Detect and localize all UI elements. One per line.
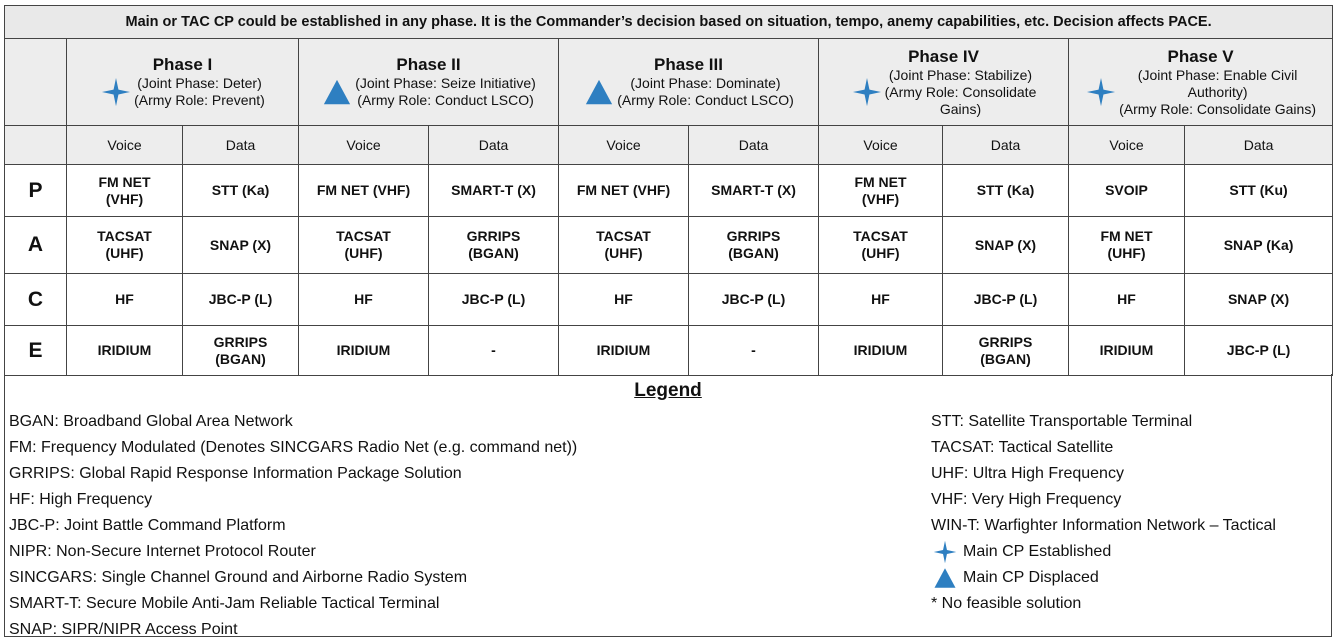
table-cell (429, 165, 559, 217)
legend-item (931, 487, 1276, 513)
phase-icon-wrap (1085, 76, 1117, 108)
cell-line: HF (871, 291, 890, 307)
pace-row-c (5, 274, 1333, 326)
phase-detail (563, 75, 814, 109)
cell-line: JBC-P (L) (208, 291, 273, 307)
legend-item (931, 513, 1276, 539)
phase-title: Phase I (152, 55, 213, 74)
legend-item-text: VHF: Very High Frequency (931, 491, 1122, 508)
phase-icon-wrap (100, 76, 132, 108)
legend-item-text: STT: Satellite Transportable Terminal (931, 413, 1193, 430)
phase-line: (Joint Phase: Deter) (137, 75, 262, 91)
cell-line: FM NET (VHF) (576, 182, 671, 198)
phase-line: (Army Role: Consolidate Gains) (1119, 100, 1316, 117)
cell-line: (UHF) (604, 245, 643, 261)
legend-item: HF: High Frequency (9, 491, 153, 508)
row-letter-p: P (5, 165, 67, 217)
cell-line: SNAP (Ka) (1223, 236, 1294, 253)
phase-header-4 (819, 39, 1069, 126)
table-cell (559, 217, 689, 274)
cell-line: (BGAN) (980, 350, 1031, 367)
legend-item: BGAN: Broadband Global Area Network (9, 413, 293, 430)
corner-cell (5, 39, 67, 126)
cell-line: TACSAT (97, 228, 152, 244)
data-header: Data (689, 126, 819, 165)
table-cell (819, 274, 943, 326)
table-cell (819, 326, 943, 376)
table-cell (183, 217, 299, 274)
cell-line: (UHF) (105, 245, 144, 261)
triangle-icon (933, 566, 957, 590)
cell-line: IRIDIUM (97, 342, 152, 358)
cell-line: JBC-P (L) (461, 291, 526, 307)
table-cell (1069, 165, 1185, 217)
legend-item: JBC-P: Joint Battle Command Platform (9, 517, 286, 534)
cell-line: FM NET (VHF) (316, 182, 411, 198)
star-icon (852, 77, 882, 107)
cell-line: JBC-P (L) (973, 291, 1038, 307)
phase-detail (823, 67, 1064, 118)
cell-line: SVOIP (1105, 182, 1148, 198)
cell-line: SMART-T (X) (451, 182, 536, 198)
legend-box (4, 374, 1332, 637)
phase-header-1 (67, 39, 299, 126)
table-cell (943, 274, 1069, 326)
pace-row-a (5, 217, 1333, 274)
cell-line: (UHF) (861, 245, 900, 261)
phase-detail (303, 75, 554, 109)
legend-item: FM: Frequency Modulated (Denotes SINCGARS Radio Net (e.g. command net)) (9, 439, 578, 456)
phase-description (617, 75, 794, 109)
table-cell (1069, 274, 1185, 326)
cell-line: (BGAN) (215, 350, 266, 367)
cell-line: JBC-P (L) (1226, 342, 1291, 358)
table-cell (559, 326, 689, 376)
cell-line: GRRIPS (213, 333, 268, 350)
cell-line: TACSAT (336, 228, 391, 244)
legend-item-text: TACSAT: Tactical Satellite (931, 439, 1114, 456)
cell-line: HF (354, 291, 373, 307)
phase-detail (1073, 67, 1328, 118)
legend-right-column (931, 409, 1276, 617)
cell-line: SNAP (X) (209, 236, 272, 253)
pace-row-e (5, 326, 1333, 376)
cell-line: (UHF) (1107, 245, 1146, 261)
cell-line: STT (Ka) (976, 182, 1035, 198)
phase-header-3 (559, 39, 819, 126)
table-cell (183, 165, 299, 217)
cell-line: SNAP (X) (974, 236, 1037, 253)
legend-item-text: Main CP Established (963, 543, 1112, 560)
cell-line: GRRIPS (726, 228, 781, 244)
phase-title: Phase III (654, 55, 723, 74)
cell-line: STT (Ka) (211, 182, 270, 198)
data-header: Data (183, 126, 299, 165)
pace-table (4, 5, 1333, 376)
legend-item (931, 565, 1276, 591)
phase-description (885, 67, 1037, 118)
data-header: Data (429, 126, 559, 165)
cell-line: (VHF) (105, 190, 144, 207)
phase-line: (Army Role: Conduct LSCO) (357, 92, 534, 108)
table-cell (183, 326, 299, 376)
pace-row-p (5, 165, 1333, 217)
table-cell (67, 217, 183, 274)
table-cell (67, 165, 183, 217)
star-icon (933, 540, 957, 564)
legend-item-text: UHF: Ultra High Frequency (931, 465, 1124, 482)
row-letter-c: C (5, 274, 67, 326)
phase-line: (Army Role: Consolidate (884, 83, 1037, 100)
phase-title: Phase II (396, 55, 461, 74)
cell-line: (VHF) (861, 190, 900, 207)
legend-item-text: Main CP Displaced (963, 569, 1099, 586)
cell-line: HF (1117, 291, 1136, 307)
cell-line: FM NET (1100, 228, 1153, 244)
legend-icon-wrap (931, 565, 959, 591)
phase-description (134, 75, 265, 109)
legend-item-text: WIN-T: Warfighter Information Network – Tactical (931, 517, 1276, 534)
table-cell (689, 165, 819, 217)
table-cell (1185, 217, 1333, 274)
table-cell (943, 165, 1069, 217)
phase-line: (Joint Phase: Enable Civil (1137, 66, 1298, 83)
cell-line: GRRIPS (466, 228, 521, 244)
voice-header: Voice (67, 126, 183, 165)
phase-line: (Joint Phase: Seize Initiative) (355, 75, 536, 91)
cell-line: STT (Ku) (1229, 182, 1288, 198)
banner-note: Main or TAC CP could be established in any phase. It is the Commander’s decision based on situation, tempo, anemy capabilities, etc. Decision affects PACE. (5, 6, 1333, 39)
legend-item: SMART-T: Secure Mobile Anti-Jam Reliable Tactical Terminal (9, 595, 440, 612)
cell-line: (UHF) (344, 245, 383, 261)
legend-item (931, 435, 1276, 461)
table-cell (1185, 326, 1333, 376)
phase-icon-wrap (583, 76, 615, 108)
phase-line: Gains) (939, 100, 982, 117)
legend-item: SNAP: SIPR/NIPR Access Point (9, 621, 238, 638)
cell-line: FM NET (854, 173, 907, 190)
table-cell (943, 217, 1069, 274)
phase-icon-wrap (321, 76, 353, 108)
phase-icon-wrap (851, 76, 883, 108)
table-cell (819, 165, 943, 217)
table-cell (299, 274, 429, 326)
table-cell (819, 217, 943, 274)
phase-header-5 (1069, 39, 1333, 126)
legend-item: GRRIPS: Global Rapid Response Information Package Solution (9, 465, 462, 482)
cell-line: TACSAT (853, 228, 908, 244)
legend-item-text: * No feasible solution (931, 595, 1082, 612)
voice-header: Voice (559, 126, 689, 165)
table-cell (429, 274, 559, 326)
cell-line: FM NET (98, 173, 151, 190)
cell-line: - (751, 342, 756, 358)
row-letter-a: A (5, 217, 67, 274)
voice-header: Voice (299, 126, 429, 165)
cell-line: IRIDIUM (853, 342, 908, 358)
data-header: Data (1185, 126, 1333, 165)
cell-line: JBC-P (L) (721, 291, 786, 307)
cell-line: HF (115, 291, 134, 307)
triangle-icon (584, 77, 614, 107)
cell-line: TACSAT (596, 228, 651, 244)
cell-line: SMART-T (X) (711, 182, 796, 198)
triangle-icon (322, 77, 352, 107)
phase-line: (Joint Phase: Stabilize) (888, 66, 1033, 83)
cell-line: - (491, 342, 496, 358)
table-cell (299, 217, 429, 274)
phase-description (355, 75, 536, 109)
table-cell (689, 274, 819, 326)
phase-title: Phase V (1167, 46, 1234, 66)
table-cell (429, 326, 559, 376)
legend-item (931, 591, 1276, 617)
table-cell (689, 326, 819, 376)
legend-item (931, 461, 1276, 487)
legend-item: NIPR: Non-Secure Internet Protocol Router (9, 543, 316, 560)
table-cell (299, 326, 429, 376)
cell-line: (BGAN) (728, 245, 779, 261)
table-cell (429, 217, 559, 274)
phase-line: (Army Role: Prevent) (134, 92, 265, 108)
table-cell (559, 165, 689, 217)
phase-line: (Army Role: Conduct LSCO) (617, 92, 794, 108)
star-icon (1086, 77, 1116, 107)
cell-line: (BGAN) (468, 245, 519, 261)
legend-left-column (9, 409, 577, 643)
table-cell (1069, 326, 1185, 376)
phase-line: (Joint Phase: Dominate) (630, 75, 781, 91)
star-icon (101, 77, 131, 107)
legend-item: SINCGARS: Single Channel Ground and Airborne Radio System (9, 569, 468, 586)
legend-item (931, 409, 1276, 435)
legend-title: Legend (634, 380, 702, 401)
phase-header-2 (299, 39, 559, 126)
table-cell (559, 274, 689, 326)
phase-title: Phase IV (908, 46, 979, 66)
cell-line: GRRIPS (978, 333, 1033, 350)
cell-line: SNAP (X) (1227, 291, 1290, 307)
legend-icon-wrap (931, 539, 959, 565)
row-letter-e: E (5, 326, 67, 376)
phase-line: Authority) (1187, 83, 1248, 100)
cell-line: IRIDIUM (596, 342, 651, 358)
table-cell (943, 326, 1069, 376)
voice-header: Voice (819, 126, 943, 165)
cell-line: IRIDIUM (336, 342, 391, 358)
table-cell (1185, 274, 1333, 326)
voice-header: Voice (1069, 126, 1185, 165)
table-cell (183, 274, 299, 326)
phase-detail (71, 75, 294, 109)
table-cell (299, 165, 429, 217)
phase-description (1119, 67, 1316, 118)
corner-cell (5, 126, 67, 165)
table-cell (1069, 217, 1185, 274)
table-cell (67, 326, 183, 376)
table-cell (689, 217, 819, 274)
cell-line: IRIDIUM (1099, 342, 1154, 358)
legend-item (931, 539, 1276, 565)
table-cell (67, 274, 183, 326)
data-header: Data (943, 126, 1069, 165)
cell-line: HF (614, 291, 633, 307)
table-cell (1185, 165, 1333, 217)
